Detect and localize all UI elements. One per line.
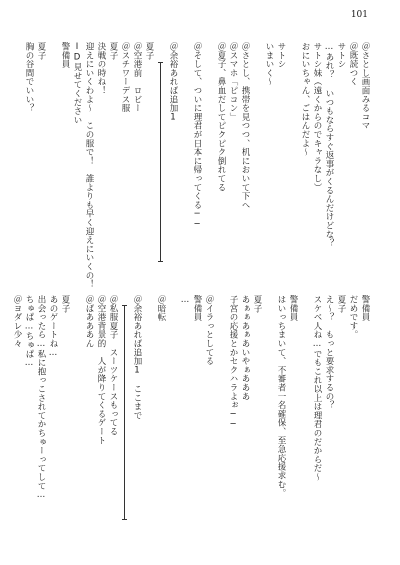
script-line: ＠夏子、鼻血だしてピクピク倒れてる [216, 42, 226, 192]
script-line: はいっちまいて、不審者一名確保、至急応援求む。 [276, 295, 286, 498]
script-line: ＠そして、ついに理君が日本に帰ってくる── [192, 42, 202, 230]
script-line: 胸の谷間でいい？ [24, 42, 34, 113]
blank-column [144, 295, 154, 535]
script-line: ＠余裕あれば追加1 [168, 42, 178, 123]
blank-column [156, 42, 166, 277]
script-line: 出会ったら…私に抱っこされてかちゅーってして… [36, 295, 46, 501]
script-line: え〜？ もっと要求するの？ [324, 295, 334, 410]
script-line: だめです。 [348, 295, 358, 339]
script-line: ID見せてください [72, 42, 82, 125]
script-line: 夏子 [108, 42, 118, 60]
script-line: あのゲートね… [48, 295, 58, 359]
page-number: 101 [350, 10, 368, 20]
script-line: サトシ妹（遠くからのでキャラなし） [312, 42, 322, 192]
blank-column [264, 295, 274, 535]
script-line: 夏子 [36, 42, 46, 60]
blank-column [288, 42, 298, 277]
blank-column [168, 295, 178, 535]
blank-column [120, 295, 130, 535]
script-line: ＠私服夏子 スーツケースもってる [108, 295, 118, 436]
script-line: ＠ばあああん [84, 295, 94, 348]
script-line: 夏子 [144, 42, 154, 60]
blank-column [204, 42, 214, 277]
script-line: 警備員 [288, 295, 298, 322]
script-line: サトシ [276, 42, 286, 69]
top-text-band [22, 42, 370, 289]
blank-column [48, 42, 58, 277]
script-line: ＠スマホ「ピコン」 [228, 42, 238, 122]
script-line: ちゅぱ…ちゅぱ… [24, 295, 34, 369]
script-line: あぁぁあぁあいやぁあああ [240, 295, 250, 401]
blank-column [216, 295, 226, 535]
script-line: 夏子 [252, 295, 262, 313]
script-line: 夏子 [336, 295, 346, 313]
script-line: ＠暗転 [156, 295, 166, 322]
script-line: 子宮の応援とかセクハラよぉ── [228, 295, 238, 430]
blank-column [0, 295, 10, 535]
script-line: 警備員 [192, 295, 202, 322]
blank-column [300, 295, 310, 535]
script-line: ＠ヨダレ少々 [12, 295, 22, 348]
script-line: ＠イラっとしてる [204, 295, 214, 366]
script-line: 警備員 [60, 42, 70, 69]
script-line: サトシ [336, 42, 346, 69]
script-line: …あれ？ いつもならすぐ返事がくるんだけどな？ [324, 42, 334, 248]
section-bracket [160, 62, 161, 262]
script-line: 夏子 [60, 295, 70, 313]
script-line: ＠空港前 ロビー [132, 42, 142, 113]
script-line: ＠スチワーデス服 [120, 42, 130, 113]
blank-column [72, 295, 82, 535]
bottom-text-band [0, 295, 370, 535]
script-line: スケベ人ね…でもこれ以上は理君のだからだ〜 [312, 295, 322, 482]
script-line: ＠空港背景的 人が降りてくるゲート [96, 295, 106, 445]
script-line: … [180, 295, 190, 306]
script-line: ＠さとし画面みるコマ [360, 42, 370, 130]
script-line: ＠さとし、携帯を見つつ、机において下へ [240, 42, 250, 210]
script-line: おにいちゃん、ごはんだよ〜 [300, 42, 310, 157]
blank-column [252, 42, 262, 277]
script-line: いまいく〜 [264, 42, 274, 86]
script-line: ＠既読つく [348, 42, 358, 86]
script-line: 決戦の時ね！ [96, 42, 106, 95]
section-bracket [124, 305, 125, 520]
script-line: 迎えにいくわよ〜 この服で！ 誰よりも早く迎えにいくの！ [84, 42, 94, 289]
script-line: ＠余裕あれば追加1 ここまで [132, 295, 142, 420]
script-line: 警備員 [360, 295, 370, 322]
blank-column [180, 42, 190, 277]
